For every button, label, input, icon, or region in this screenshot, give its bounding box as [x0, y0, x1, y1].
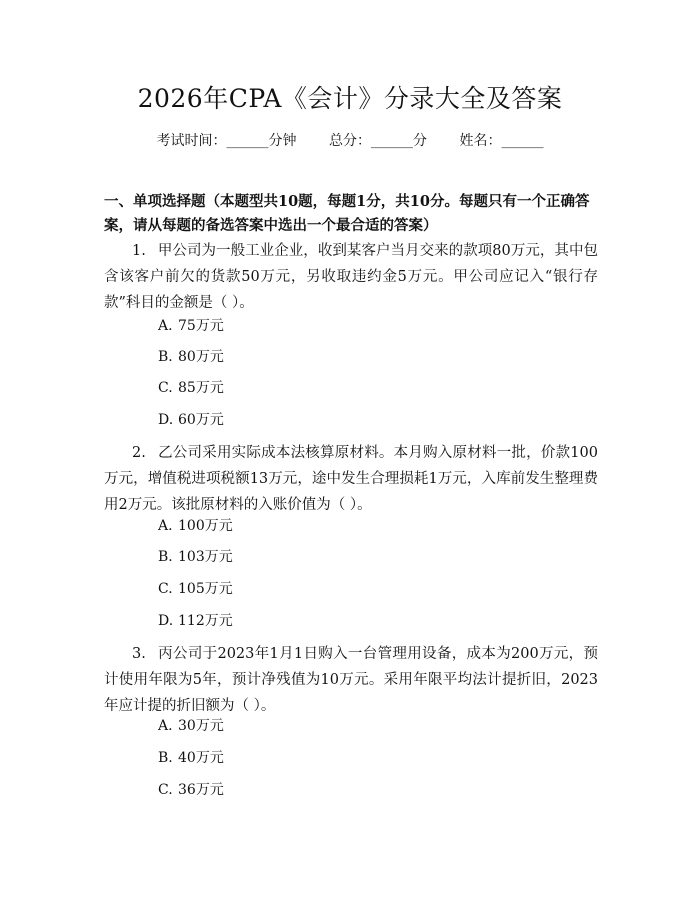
page-title: 2026年CPA《会计》分录大全及答案: [137, 84, 563, 113]
question-1-option-d: [158, 410, 224, 430]
question-number: 2.: [132, 445, 146, 461]
question-text: 乙公司采用实际成本法核算原材料。本月购入原材料一批，价款100万元，增值税进项税额13万元，途中发生合理损耗1万元，入库前发生整理费用2万元。该批原材料的入账价值为（ ）。: [104, 445, 598, 513]
option-text: 30万元: [178, 718, 224, 734]
question-2: [104, 440, 598, 518]
option-text: 112万元: [178, 613, 233, 629]
question-3-option-c: [158, 780, 224, 800]
question-3-option-b: [158, 748, 224, 768]
question-2-option-d: [158, 611, 233, 631]
question-number: 3.: [132, 646, 146, 662]
option-text: 85万元: [178, 380, 224, 396]
option-letter: A.: [158, 518, 173, 534]
option-letter: D.: [158, 412, 174, 428]
option-letter: B.: [158, 750, 173, 766]
question-2-option-c: [158, 579, 233, 599]
option-letter: C.: [158, 380, 173, 396]
option-text: 40万元: [178, 750, 224, 766]
option-text: 75万元: [178, 318, 224, 334]
question-number: 1.: [132, 243, 146, 259]
question-text: 丙公司于2023年1月1日购入一台管理用设备，成本为200万元，预计使用年限为5年，预计净残值为10万元。采用年限平均法计提折旧，2023年应计提的折旧额为（ ）。: [104, 646, 598, 714]
question-3: [104, 641, 598, 719]
section-heading: 一、单项选择题（本题型共10题，每题1分，共10分。每题只有一个正确答案，请从每题的备选答案中选出一个最合适的答案）: [104, 193, 590, 234]
question-2-option-b: [158, 547, 233, 567]
question-1-option-c: [158, 378, 224, 398]
option-text: 100万元: [178, 518, 233, 534]
option-letter: C.: [158, 782, 173, 798]
question-1-option-a: [158, 316, 224, 336]
option-text: 80万元: [178, 349, 224, 365]
option-text: 103万元: [178, 549, 233, 565]
option-letter: B.: [158, 349, 173, 365]
option-letter: C.: [158, 581, 173, 597]
question-1-option-b: [158, 347, 224, 367]
question-2-option-a: [158, 516, 233, 536]
exam-meta: [0, 131, 700, 151]
option-text: 105万元: [178, 581, 233, 597]
option-letter: D.: [158, 613, 174, 629]
question-1: [104, 238, 598, 316]
exam-time-field: 考试时间：______分钟: [156, 133, 297, 149]
option-text: 36万元: [178, 782, 224, 798]
student-name-field: 姓名：______: [459, 133, 544, 149]
option-letter: A.: [158, 718, 173, 734]
option-letter: A.: [158, 318, 173, 334]
total-score-field: 总分：______分: [329, 133, 427, 149]
option-letter: B.: [158, 549, 173, 565]
option-text: 60万元: [178, 412, 224, 428]
question-3-option-a: [158, 716, 224, 736]
question-text: 甲公司为一般工业企业，收到某客户当月交来的款项80万元，其中包含该客户前欠的货款50万元，另收取违约金5万元。甲公司应记入“银行存款”科目的金额是（ ）。: [104, 243, 598, 311]
